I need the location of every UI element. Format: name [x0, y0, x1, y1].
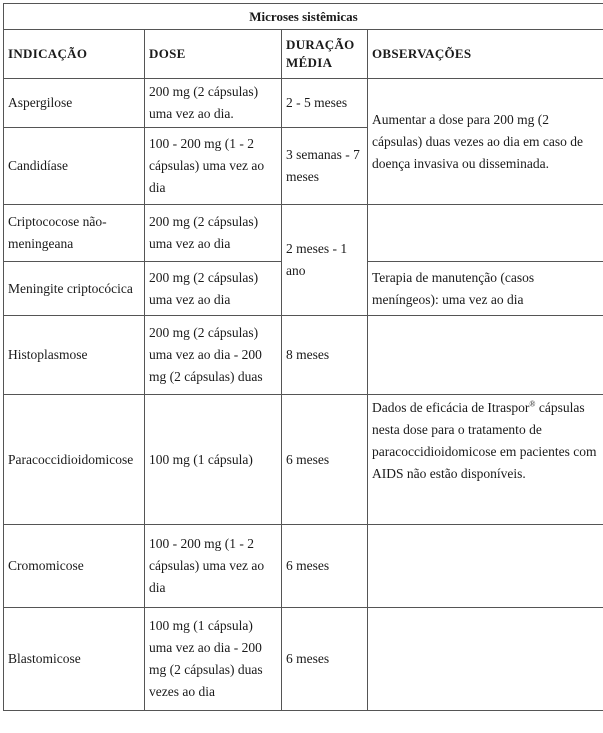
- cell-dose: 100 mg (1 cápsula): [145, 395, 282, 525]
- table-header-row: [4, 30, 603, 79]
- cell-dose: 200 mg (2 cápsulas) uma vez ao dia: [145, 262, 282, 316]
- cell-observacao: [368, 608, 603, 711]
- cell-indicacao: Criptococose não-meningeana: [4, 205, 145, 262]
- cell-dose: 100 - 200 mg (1 - 2 cápsulas) uma vez ao dia: [145, 525, 282, 608]
- cell-observacao: [368, 395, 603, 525]
- cell-indicacao: Candidíase: [4, 128, 145, 205]
- cell-duracao: 2 - 5 meses: [282, 79, 368, 128]
- cell-duracao: 6 meses: [282, 608, 368, 711]
- cell-dose: 100 mg (1 cápsula) uma vez ao dia - 200 mg (2 cápsulas) duas vezes ao dia: [145, 608, 282, 711]
- table-row: [4, 525, 603, 608]
- header-indicacao: INDICAÇÃO: [4, 30, 145, 79]
- header-dose: DOSE: [145, 30, 282, 79]
- cell-dose: 100 - 200 mg (1 - 2 cápsulas) uma vez ao dia: [145, 128, 282, 205]
- observacao-text: Dados de eficácia de Itraspor: [372, 400, 530, 415]
- table-row: [4, 79, 603, 128]
- header-observacoes: OBSERVAÇÕES: [368, 30, 603, 79]
- cell-duracao: 6 meses: [282, 525, 368, 608]
- table-row: [4, 205, 603, 262]
- table-row: [4, 395, 603, 525]
- table-row: [4, 608, 603, 711]
- cell-indicacao: Cromomicose: [4, 525, 145, 608]
- cell-indicacao: Meningite criptocócica: [4, 262, 145, 316]
- header-duracao: DURAÇÃO MÉDIA: [282, 30, 368, 79]
- cell-observacao: [368, 316, 603, 395]
- cell-indicacao: Paracoccidioidomicose: [4, 395, 145, 525]
- cell-indicacao: Aspergilose: [4, 79, 145, 128]
- registered-mark: ®: [529, 399, 536, 409]
- dosage-table: [3, 3, 603, 711]
- table-title-row: [4, 4, 603, 30]
- cell-duracao: 2 meses - 1 ano: [282, 205, 368, 316]
- cell-dose: 200 mg (2 cápsulas) uma vez ao dia.: [145, 79, 282, 128]
- cell-duracao: 8 meses: [282, 316, 368, 395]
- cell-observacao: Terapia de manutenção (casos meníngeos): uma vez ao dia: [368, 262, 603, 316]
- observacao-text-cont: cápsulas nesta dose para o tratamento de paracoccidioidomicose em pacientes com AIDS não estão disponíveis.: [372, 400, 597, 481]
- cell-indicacao: Histoplasmose: [4, 316, 145, 395]
- cell-duracao: 6 meses: [282, 395, 368, 525]
- cell-indicacao: Blastomicose: [4, 608, 145, 711]
- cell-dose: 200 mg (2 cápsulas) uma vez ao dia - 200 mg (2 cápsulas) duas: [145, 316, 282, 395]
- cell-dose: 200 mg (2 cápsulas) uma vez ao dia: [145, 205, 282, 262]
- cell-observacao: [368, 205, 603, 262]
- table-row: [4, 316, 603, 395]
- cell-observacao: [368, 525, 603, 608]
- cell-observacao: Aumentar a dose para 200 mg (2 cápsulas) duas vezes ao dia em caso de doença invasiva ou disseminada.: [368, 79, 603, 205]
- cell-duracao: 3 semanas - 7 meses: [282, 128, 368, 205]
- table-title: Microses sistêmicas: [4, 4, 603, 30]
